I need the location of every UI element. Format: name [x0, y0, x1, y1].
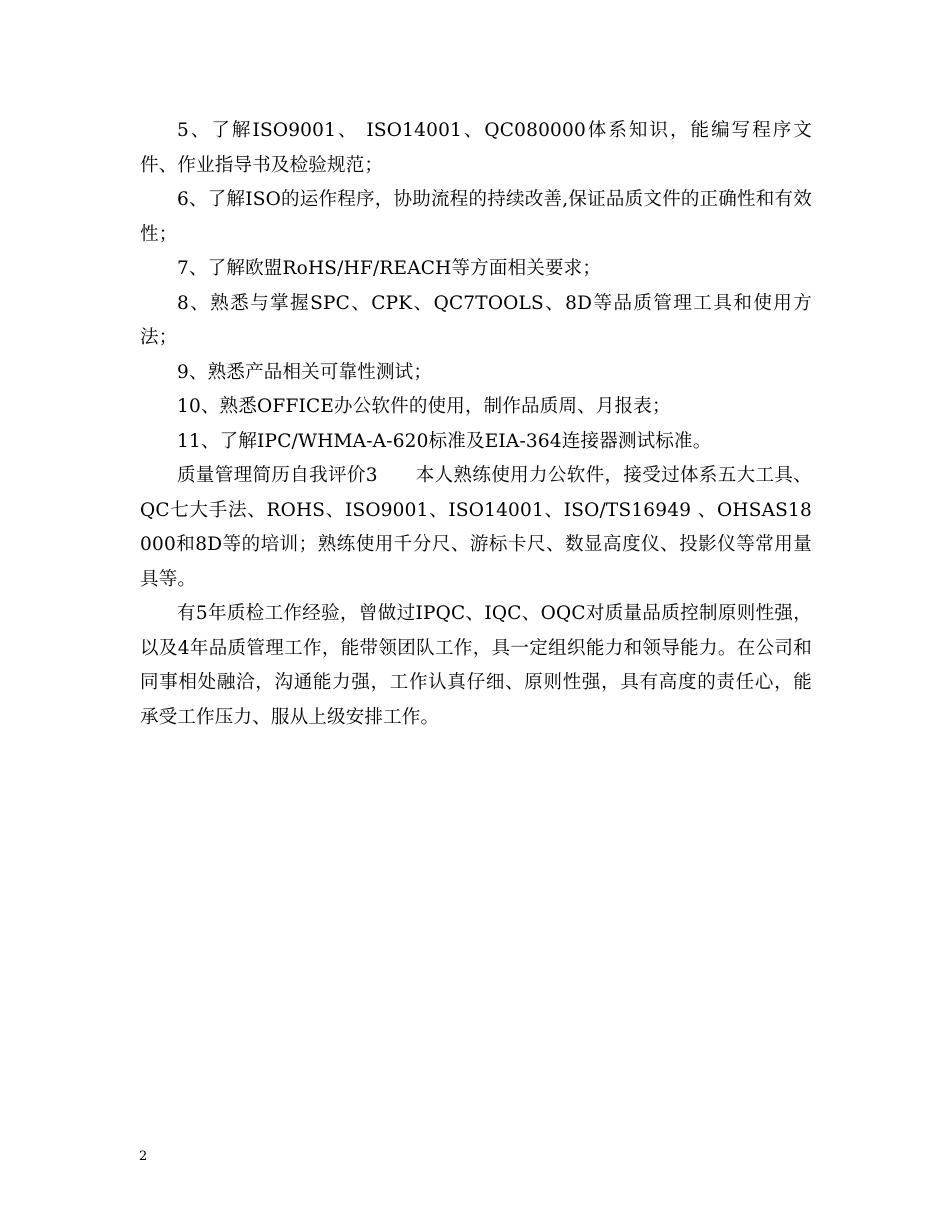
paragraph-item-5: 5、了解ISO9001、 ISO14001、QC080000体系知识，能编写程序文件、作业指导书及检验规范； [140, 120, 812, 176]
paragraph-item-7: 7、了解欧盟RoHS/HF/REACH等方面相关要求； [177, 258, 602, 279]
self-evaluation-paragraph: 质量管理简历自我评价3 本人熟练使用力公软件，接受过体系五大工具、QC七大手法、ROHS、ISO9001、ISO14001、ISO/TS16949 、OHSAS18000和8D等的培训；熟练使用千分尺、游标卡尺、数显高度仪、投影仪等常用量具等。 [140, 465, 812, 590]
paragraph-item-9: 9、熟悉产品相关可靠性测试； [177, 361, 433, 383]
experience-paragraph: 有5年质检工作经验，曾做过IPQC、IQC、OQC对质量品质控制原则性强，以及4年品质管理工作，能带领团队工作，具一定组织能力和领导能力。在公司和同事相处融洽，沟通能力强，工作认真仔细、原则性强，具有高度的责任心，能承受工作压力、服从上级安排工作。 [140, 603, 812, 728]
paragraph-item-8: 8、熟悉与掌握SPC、CPK、QC7TOOLS、8D等品质管理工具和使用方法； [140, 292, 812, 348]
paragraph-item-6: 6、了解ISO的运作程序，协助流程的持续改善,保证品质文件的正确性和有效性； [140, 189, 812, 245]
page-number: 2 [139, 1149, 148, 1164]
paragraph-item-10: 10、熟悉OFFICE办公软件的使用，制作品质周、月报表； [177, 396, 671, 417]
document-body [140, 114, 812, 735]
paragraph-item-11: 11、了解IPC/WHMA-A-620标准及EIA-364连接器测试标准。 [177, 430, 712, 452]
